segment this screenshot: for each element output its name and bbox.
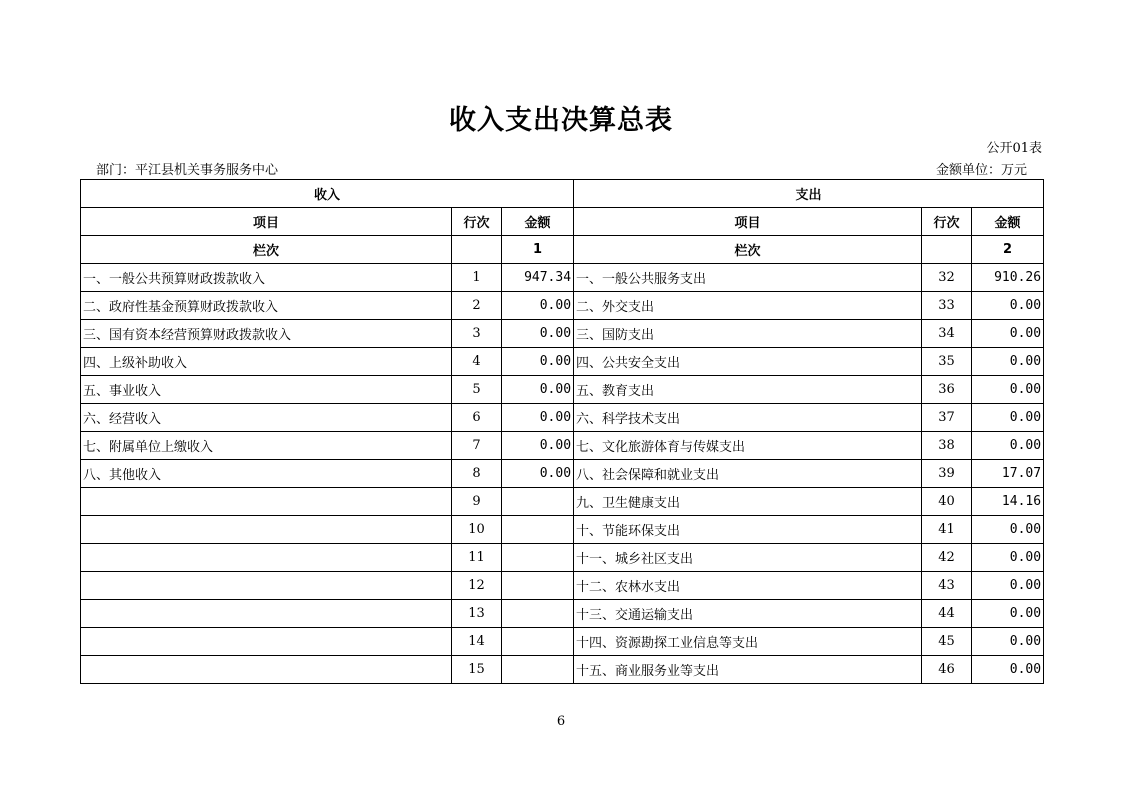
form-code: 公开01表 — [986, 141, 1042, 156]
expense-line-header: 行次 — [922, 208, 972, 236]
expense-line-cell: 34 — [922, 320, 972, 348]
income-line-cell: 14 — [452, 628, 502, 656]
income-line-cell: 9 — [452, 488, 502, 516]
expense-amount-cell: 0.00 — [972, 516, 1044, 544]
income-line-cell: 7 — [452, 432, 502, 460]
section-header-row — [81, 180, 1044, 208]
expense-item-cell: 十二、农林水支出 — [574, 572, 922, 600]
income-line-cell: 8 — [452, 460, 502, 488]
income-item-cell — [81, 488, 452, 516]
table-row — [81, 656, 1044, 684]
income-item-cell — [81, 572, 452, 600]
expense-amount-cell: 0.00 — [972, 572, 1044, 600]
expense-line-cell: 46 — [922, 656, 972, 684]
expense-item-cell: 十四、资源勘探工业信息等支出 — [574, 628, 922, 656]
expense-item-cell: 三、国防支出 — [574, 320, 922, 348]
table-row — [81, 628, 1044, 656]
expense-item-cell: 四、公共安全支出 — [574, 348, 922, 376]
page-number: 6 — [556, 714, 566, 729]
table-row — [81, 376, 1044, 404]
table-row — [81, 516, 1044, 544]
income-expense-table — [80, 179, 1044, 684]
column-header-row — [81, 208, 1044, 236]
income-amount-header: 金额 — [502, 208, 574, 236]
expense-item-cell: 十一、城乡社区支出 — [574, 544, 922, 572]
expense-line-cell: 42 — [922, 544, 972, 572]
income-item-cell: 八、其他收入 — [81, 460, 452, 488]
expense-amount-cell: 0.00 — [972, 656, 1044, 684]
expense-amount-cell: 0.00 — [972, 292, 1044, 320]
expense-section-header: 支出 — [574, 180, 1044, 208]
expense-item-cell: 六、科学技术支出 — [574, 404, 922, 432]
income-amount-cell — [502, 656, 574, 684]
expense-item-cell: 十、节能环保支出 — [574, 516, 922, 544]
income-line-cell: 11 — [452, 544, 502, 572]
income-line-cell: 10 — [452, 516, 502, 544]
income-column-order-blank — [452, 236, 502, 264]
income-line-header: 行次 — [452, 208, 502, 236]
expense-column-order-blank — [922, 236, 972, 264]
table-row — [81, 320, 1044, 348]
income-item-cell: 一、一般公共预算财政拨款收入 — [81, 264, 452, 292]
income-column-number: 1 — [502, 236, 574, 264]
income-amount-cell — [502, 544, 574, 572]
income-item-cell: 四、上级补助收入 — [81, 348, 452, 376]
income-amount-cell: 947.34 — [502, 264, 574, 292]
amount-unit-label: 金额单位：万元 — [935, 163, 1027, 178]
income-line-cell: 13 — [452, 600, 502, 628]
income-amount-cell: 0.00 — [502, 460, 574, 488]
department-label: 部门：平江县机关事务服务中心 — [96, 163, 279, 178]
expense-line-cell: 44 — [922, 600, 972, 628]
expense-amount-cell: 0.00 — [972, 628, 1044, 656]
table-row — [81, 572, 1044, 600]
income-column-order-label: 栏次 — [81, 236, 452, 264]
expense-amount-header: 金额 — [972, 208, 1044, 236]
page-title: 收入支出决算总表 — [449, 105, 673, 136]
income-amount-cell — [502, 572, 574, 600]
expense-item-header: 项目 — [574, 208, 922, 236]
expense-amount-cell: 0.00 — [972, 348, 1044, 376]
expense-line-cell: 36 — [922, 376, 972, 404]
expense-amount-cell: 0.00 — [972, 404, 1044, 432]
expense-amount-cell: 14.16 — [972, 488, 1044, 516]
income-amount-cell — [502, 488, 574, 516]
income-line-cell: 1 — [452, 264, 502, 292]
income-item-cell — [81, 656, 452, 684]
table-row — [81, 292, 1044, 320]
income-item-cell: 二、政府性基金预算财政拨款收入 — [81, 292, 452, 320]
table-row — [81, 460, 1044, 488]
income-amount-cell: 0.00 — [502, 348, 574, 376]
expense-amount-cell: 0.00 — [972, 600, 1044, 628]
income-amount-cell: 0.00 — [502, 404, 574, 432]
table-row — [81, 264, 1044, 292]
expense-item-cell: 九、卫生健康支出 — [574, 488, 922, 516]
income-line-cell: 12 — [452, 572, 502, 600]
income-amount-cell: 0.00 — [502, 320, 574, 348]
expense-line-cell: 39 — [922, 460, 972, 488]
expense-amount-cell: 0.00 — [972, 376, 1044, 404]
income-item-header: 项目 — [81, 208, 452, 236]
expense-item-cell: 二、外交支出 — [574, 292, 922, 320]
expense-amount-cell: 0.00 — [972, 432, 1044, 460]
column-order-row — [81, 236, 1044, 264]
expense-item-cell: 七、文化旅游体育与传媒支出 — [574, 432, 922, 460]
expense-item-cell: 八、社会保障和就业支出 — [574, 460, 922, 488]
expense-line-cell: 40 — [922, 488, 972, 516]
expense-item-cell: 一、一般公共服务支出 — [574, 264, 922, 292]
expense-line-cell: 33 — [922, 292, 972, 320]
income-item-cell: 七、附属单位上缴收入 — [81, 432, 452, 460]
income-amount-cell: 0.00 — [502, 432, 574, 460]
expense-item-cell: 五、教育支出 — [574, 376, 922, 404]
table-row — [81, 544, 1044, 572]
table-row — [81, 600, 1044, 628]
expense-column-order-label: 栏次 — [574, 236, 922, 264]
income-item-cell — [81, 516, 452, 544]
expense-column-number: 2 — [972, 236, 1044, 264]
table-row — [81, 488, 1044, 516]
expense-item-cell: 十三、交通运输支出 — [574, 600, 922, 628]
income-item-cell — [81, 600, 452, 628]
income-item-cell: 六、经营收入 — [81, 404, 452, 432]
expense-line-cell: 32 — [922, 264, 972, 292]
income-amount-cell — [502, 516, 574, 544]
income-amount-cell — [502, 628, 574, 656]
income-line-cell: 4 — [452, 348, 502, 376]
expense-line-cell: 38 — [922, 432, 972, 460]
income-item-cell — [81, 628, 452, 656]
table-row — [81, 348, 1044, 376]
table-row — [81, 404, 1044, 432]
income-amount-cell: 0.00 — [502, 292, 574, 320]
income-item-cell: 五、事业收入 — [81, 376, 452, 404]
table-row — [81, 432, 1044, 460]
expense-amount-cell: 910.26 — [972, 264, 1044, 292]
expense-item-cell: 十五、商业服务业等支出 — [574, 656, 922, 684]
expense-line-cell: 41 — [922, 516, 972, 544]
income-item-cell — [81, 544, 452, 572]
expense-line-cell: 37 — [922, 404, 972, 432]
expense-line-cell: 45 — [922, 628, 972, 656]
income-line-cell: 3 — [452, 320, 502, 348]
income-line-cell: 15 — [452, 656, 502, 684]
expense-amount-cell: 0.00 — [972, 320, 1044, 348]
income-line-cell: 6 — [452, 404, 502, 432]
income-line-cell: 2 — [452, 292, 502, 320]
expense-amount-cell: 0.00 — [972, 544, 1044, 572]
expense-amount-cell: 17.07 — [972, 460, 1044, 488]
expense-line-cell: 35 — [922, 348, 972, 376]
income-item-cell: 三、国有资本经营预算财政拨款收入 — [81, 320, 452, 348]
income-section-header: 收入 — [81, 180, 574, 208]
income-amount-cell: 0.00 — [502, 376, 574, 404]
income-amount-cell — [502, 600, 574, 628]
expense-line-cell: 43 — [922, 572, 972, 600]
income-line-cell: 5 — [452, 376, 502, 404]
